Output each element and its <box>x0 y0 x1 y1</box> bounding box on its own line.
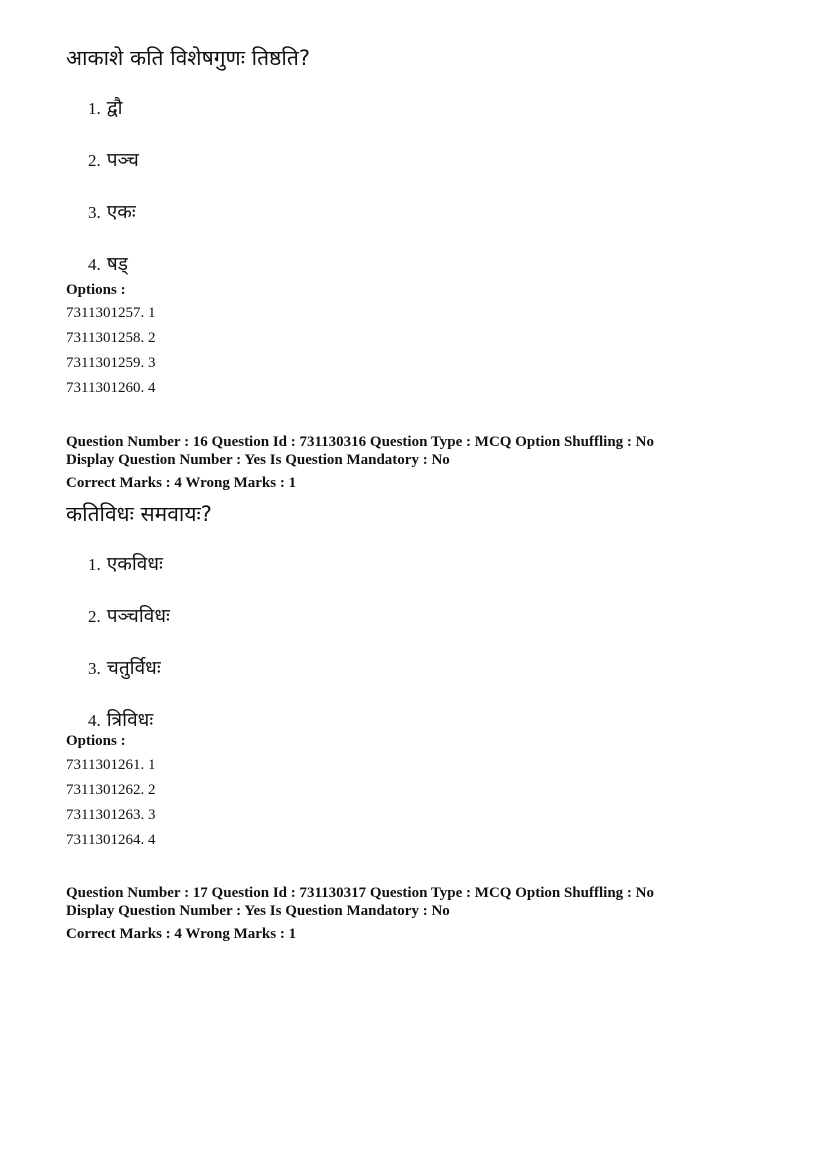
question-marks: Correct Marks : 4 Wrong Marks : 1 <box>66 926 297 942</box>
option-id-row: 7311301257. 1 <box>66 305 156 321</box>
question-meta-line: Question Number : 16 Question Id : 731130316 Question Type : MCQ Option Shuffling : No <box>66 434 654 450</box>
choice-item <box>88 250 128 276</box>
choice-item <box>88 198 136 224</box>
choice-item <box>88 602 170 628</box>
choice-item <box>88 654 161 680</box>
choice-number: 4. <box>88 711 101 730</box>
choice-number: 1. <box>88 99 101 118</box>
choice-number: 4. <box>88 255 101 274</box>
choice-text: त्रिविधः <box>106 709 154 731</box>
question-meta-line: Display Question Number : Yes Is Question Mandatory : No <box>66 903 450 919</box>
question-meta-line: Question Number : 17 Question Id : 731130317 Question Type : MCQ Option Shuffling : No <box>66 885 654 901</box>
question-text: कतिविधः समवायः? <box>66 502 212 526</box>
options-label: Options : <box>66 282 126 298</box>
choice-text: चतुर्विधः <box>106 657 161 679</box>
option-id-row: 7311301264. 4 <box>66 832 156 848</box>
choice-text: द्वौ <box>106 97 123 119</box>
question-text: आकाशे कति विशेषगुणः तिष्ठति? <box>66 46 310 70</box>
choice-text: एकः <box>106 201 136 223</box>
option-id-row: 7311301258. 2 <box>66 330 156 346</box>
choice-item <box>88 146 139 172</box>
choice-text: पञ्च <box>106 149 139 171</box>
option-id-row: 7311301262. 2 <box>66 782 156 798</box>
choice-item <box>88 550 163 576</box>
option-id-row: 7311301261. 1 <box>66 757 156 773</box>
choice-item <box>88 706 153 732</box>
option-id-row: 7311301259. 3 <box>66 355 156 371</box>
choice-number: 1. <box>88 555 101 574</box>
choice-number: 3. <box>88 659 101 678</box>
choice-text: षड् <box>106 253 128 275</box>
question-meta-line: Display Question Number : Yes Is Question Mandatory : No <box>66 452 450 468</box>
option-id-row: 7311301263. 3 <box>66 807 156 823</box>
question-marks: Correct Marks : 4 Wrong Marks : 1 <box>66 475 297 491</box>
options-label: Options : <box>66 733 126 749</box>
choice-item <box>88 94 123 120</box>
choice-number: 2. <box>88 151 101 170</box>
choice-text: एकविधः <box>106 553 163 575</box>
choice-number: 2. <box>88 607 101 626</box>
choice-text: पञ्चविधः <box>106 605 170 627</box>
choice-number: 3. <box>88 203 101 222</box>
option-id-row: 7311301260. 4 <box>66 380 156 396</box>
